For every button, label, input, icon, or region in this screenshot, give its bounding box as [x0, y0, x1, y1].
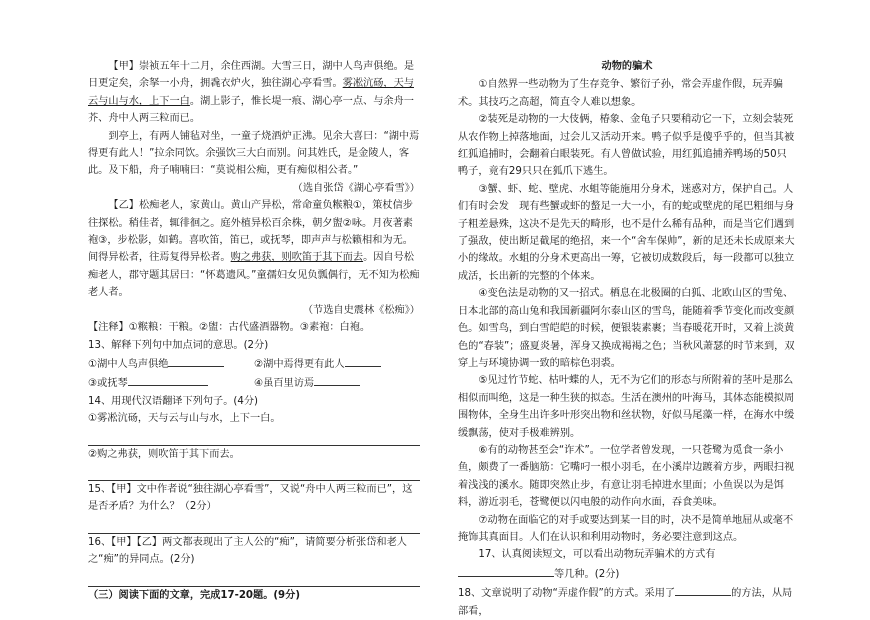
article-paragraph-1: ①自然界一些动物为了生存竞争、繁衍子孙，常会弄虚作假，玩弄骗术。其技巧之高超，简直令人难以想象。 [458, 79, 783, 108]
question-14-sentence-2: ②购之弗获，则吹笛于其下而去。 [88, 448, 240, 460]
article-title: 动物的骗术 [601, 61, 653, 72]
left-column [88, 58, 420, 604]
underlined-sentence-1: 雾凇沆砀，天与云与山与水，上下一白 [88, 78, 414, 107]
answer-line-14-1[interactable] [88, 428, 420, 446]
question-14: 14、用现代汉语翻译下列句子。(4分) [88, 395, 259, 407]
question-13-row-1 [88, 354, 420, 373]
question-18: 18、文章说明了动物“弄虚作假”的方式。采用了 的方法，从局部看， [458, 583, 796, 620]
question-17: 17、认真阅读短文，可以看出动物玩弄骗术的方式有等几种。(2分) [458, 546, 796, 583]
right-column [458, 58, 796, 620]
article-paragraph-7: ⑦动物在面临它的对手或要达到某一目的时，决不是简单地屈从或毫不掩饰其真面目。人们在认识和利用动物时，务必要注意到这点。 [458, 514, 794, 543]
article-paragraph-4: ④变色法是动物的又一招式。栖息在北极圈的白狐、北欧山区的雪兔、日本北部的高山兔和我国新疆阿尔泰山区的雪鸟，能随着季节变化而改变颜色。如雪鸟，到白雪皑皑的时候，便银装素裹；当春暖花开时，又着上淡黄色的“春装”；盛夏炎暑，浑身又换成褐褐之色；当秋风萧瑟的时节来到，双穿上与环境协调一致的暗棕色羽裘。 [458, 288, 795, 369]
article-paragraph-3: ③蟹、虾、蛇、壁虎、水蛆等能施用分身术，迷惑对方，保护自己。人们有时会发 现有些蟹或虾的螯足一大一小，有的蛇或壁虎的尾巴粗细与身子粗差悬殊，这决不是先天的畸形，也不是什么稀有品种，而是当它们遇到了强敌，使出断足截尾的绝招，来一个“舍车保帅”，新的足还未长成原来大小的缘故。水蛆的分身术更高出一筹，它被切成数段后，每一段都可以独立成活，长出新的完整的个体来。 [458, 183, 795, 282]
answer-line-16[interactable] [88, 569, 420, 587]
question-13-row-2 [88, 373, 420, 392]
passage-yi: 【乙】松痴老人，家黄山。黄山产异松，常命童负糇粮①，策杖信步往探松。稍佳者，辄徘徊之。庭外植异松百余株，朝夕盥②咏。月夜著素袍③，步松影，如鹤。喜吹笛，笛已，或抚琴，即声声与松籁相和为无。间得异松者，往焉复得异松者。购之弗获，则吹笛于其下而去。因自号松痴老人，郡守题其居曰：“怀葛遗风。”童孺妇女见负瓢偶行，无不知为松痴老人者。 [88, 200, 420, 299]
section-3-heading: （三）阅读下面的文章，完成17-20题。(9分) [88, 589, 300, 601]
passage-jia-p2: 到亭上，有两人铺毡对坐，一童子烧酒炉正沸。见余大喜曰：“湖中焉得更有此人！”拉余同饮。余强饮三大白而别。问其姓氏，是金陵人，客此。及下船，舟子喃喃曰：“莫说相公痴，更有痴似相公者。” [88, 130, 420, 177]
underlined-sentence-2: 购之弗获，则吹笛于其下而去 [230, 252, 364, 264]
q13-item-2: ②湖中焉得更有此人 [254, 358, 345, 370]
q18-blank[interactable] [675, 583, 731, 596]
q13-blank-4[interactable] [314, 373, 360, 386]
passage-jia-source: （选自张岱《湖心亭看雪》） [292, 182, 420, 194]
q13-item-3: ③或抚琴 [88, 378, 128, 390]
q13-item-4: ④虽百里访焉 [254, 378, 315, 390]
question-14-sentence-1: ①雾凇沆砀，天与云与山与水，上下一白。 [88, 413, 281, 425]
passage-yi-source: （节选自史震林《松痴》） [302, 304, 420, 316]
q13-blank-1[interactable] [168, 354, 224, 367]
question-15: 15、【甲】文中作者说“独往湖心亭看雪”，又说“舟中人两三粒而已”，这是否矛盾？为什么？（2分） [88, 483, 413, 513]
article-paragraph-2: ②装死是动物的一大伎俩，椿象、金龟子只要稍动它一下，立刻会装死从农作物上掉落地面，过会儿又活动开来。鸭子似乎是傻乎乎的，但当其被红狐追捕时，会翻着白眼装死。有人曾做试验，用红狐追捕养鸭场的50只鸭子，竟有29只只在狐爪下逃生。 [458, 114, 795, 178]
q17-blank[interactable] [458, 564, 554, 577]
answer-line-14-2[interactable] [88, 463, 420, 481]
passage-jia-p1: 【甲】崇祯五年十二月，余住西湖。大雪三日，湖中人鸟声俱绝。是日更定矣，余拏一小舟，拥毳衣炉火，独往湖心亭看雪。雾凇沆砀，天与云与山与水，上下一白。湖上影子，惟长堤一痕、湖心亭一点、与余舟一芥、舟中人两三粒而已。 [88, 61, 415, 125]
question-13: 13、解释下列句中加点词的意思。(2分) [88, 339, 269, 351]
question-16: 16、【甲】【乙】两文都表现出了主人公的“痴”，请简要分析张岱和老人之“痴”的异同点。(2分) [88, 536, 407, 566]
q13-blank-2[interactable] [345, 354, 381, 367]
q13-blank-3[interactable] [128, 373, 208, 386]
annotation-note: 【注释】①糇粮：干粮。②盥：古代盛酒器物。③素袍：白袍。 [88, 322, 371, 334]
q13-item-1: ①湖中人鸟声俱绝 [88, 358, 169, 370]
answer-line-15[interactable] [88, 516, 420, 534]
article-paragraph-5: ⑤见过竹节蛇、枯叶蝶的人，无不为它们的形态与所附着的茎叶是那么相似而叫绝，这是一种生狭的拟态。生活在澳州的叶海马，其体态能模拟周围物体，全身生出许多叶形突出物和丝状物，好似马尾藻一样，在海水中缓缓飘荡，使对手极难辨别。 [458, 375, 795, 439]
article-paragraph-6: ⑥有的动物甚至会“诈术”。一位学者曾发现，一只苍鹭为觅食一条小鱼，颇费了一番脑筋：它嘴叼一根小羽毛，在小溪岸边踱着方步，两眼扫视着浅浅的溪水。随即突然止步，有意让羽毛掉进水里面；小鱼误以为是饵料，游近羽毛，苍鹭便以闪电般的动作向水面，吞食美味。 [458, 444, 795, 509]
